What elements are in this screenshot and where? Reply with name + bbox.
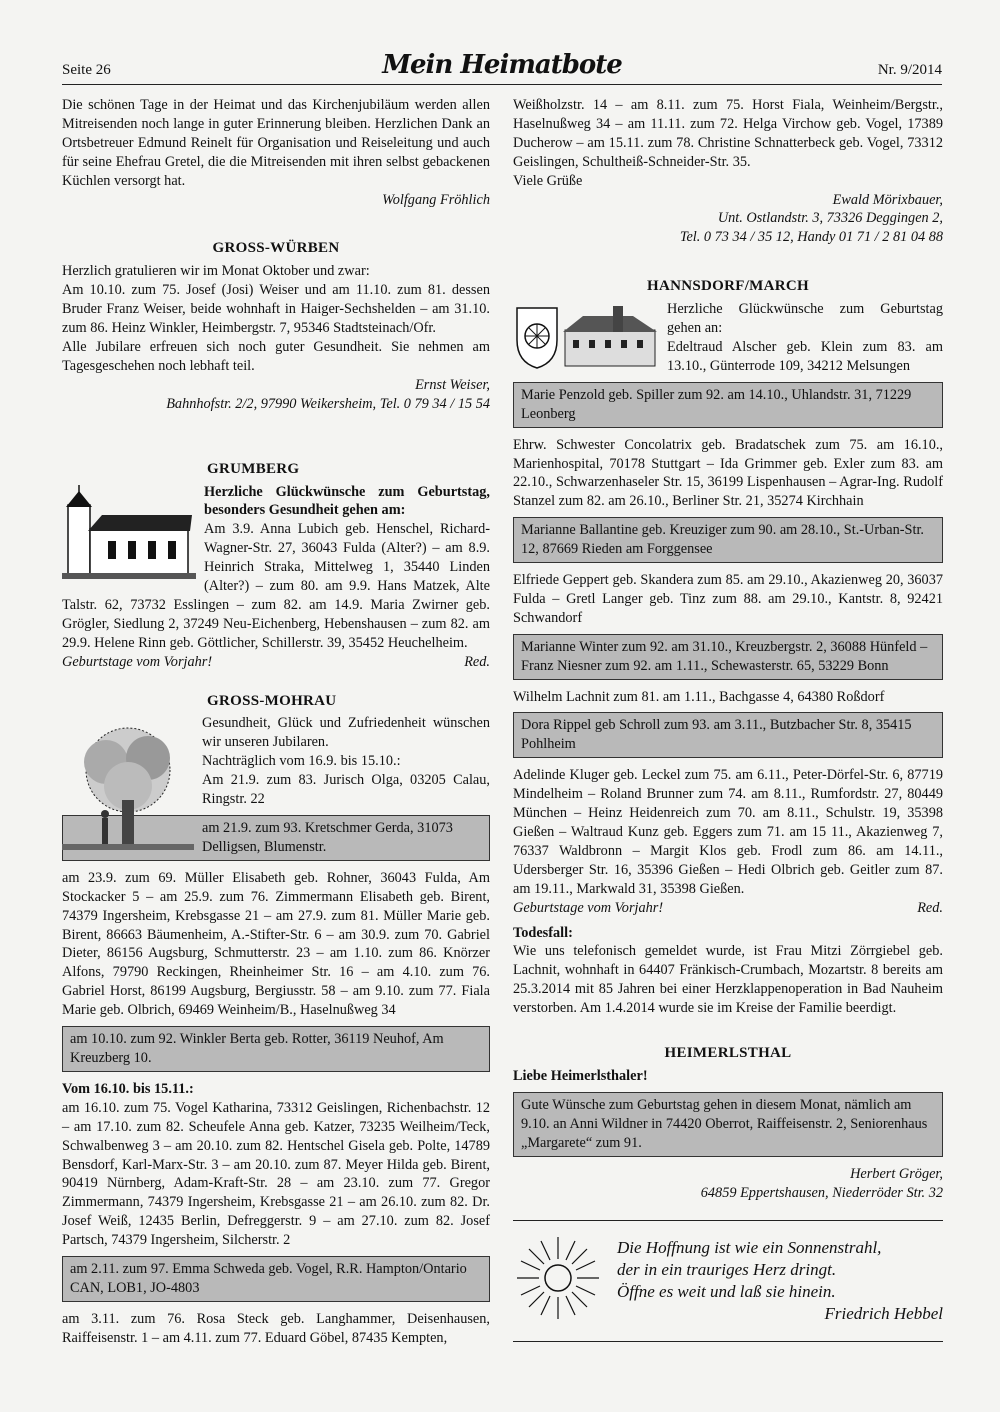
hm-highlight-box-1: Marie Penzold geb. Spiller zum 92. am 14.10., Uhlandstr. 31, 71229 Leonberg [513, 382, 943, 428]
continued-signature-phone: Tel. 0 73 34 / 35 12, Handy 01 71 / 2 81 04 88 [679, 229, 943, 246]
gm-text-1: Gesundheit, Glück und Zufriedenheit wünschen wir unseren Jubilaren. [202, 715, 490, 751]
hm-highlight-box-3: Marianne Winter zum 92. am 31.10., Kreuzbergstr. 2, 36088 Hünfeld – Franz Niesner zum 92. am 1.11., Schewasterstr. 65, 53229 Bonn [513, 634, 943, 680]
gr-footer [62, 653, 490, 672]
issue-number: Nr. 9/2014 [877, 62, 942, 78]
quote-author: Friedrich Hebbel [824, 1304, 943, 1324]
continued-greeting: Viele Grüße [513, 172, 583, 189]
gm-highlight-box-1: am 21.9. zum 93. Kretschmer Gerda, 31073 Delligsen, Blumenstr. [62, 815, 490, 861]
death-notice-title: Todesfall: [513, 924, 573, 941]
hm-footer [513, 899, 943, 918]
he-highlight-box: Gute Wünsche zum Geburtstag gehen in diesem Monat, nämlich am 9.10. an Anni Wildner in 74420 Oberrot, Raiffeisenstr. 2, Seniorenhaus „Margarete“ zum 91. [513, 1092, 943, 1157]
masthead-logo: Mein Heimatbote [382, 50, 622, 80]
hm-footer-red: Red. [917, 899, 943, 916]
continued-text: Weißholzstr. 14 – am 8.11. zum 75. Horst Fiala, Weinheim/Bergstr., Haselnußweg 34 – am 11.11. zum 72. Helga Virchow geb. Vogel, 17389 Ducherow – am 15.11. zum 78. Christine Schnatterbeck geb. Vogel, 73312 Geislingen, Schultheiß-Schneider-Str. 35. [513, 97, 943, 170]
quote-line-2: der in ein trauriges Herz dringt. [617, 1260, 837, 1280]
section-title-gross-wuerben: GROSS-WÜRBEN [212, 240, 340, 257]
hm-lead: Herzliche Glückwünsche zum Geburtstag gehen an: [667, 301, 943, 337]
hm-text-3: Elfriede Geppert geb. Skandera zum 85. am 29.10., Akazienweg 20, 36037 Fulda – Gretl Langer geb. Tinz zum 88. am 29.10., Kantstr. 8, 92421 Schwandorf [513, 572, 943, 626]
he-signature-address: 64859 Eppertshausen, Niederröder Str. 32 [700, 1184, 943, 1201]
gm-text-3: Am 21.9. zum 83. Jurisch Olga, 03205 Calau, Ringstr. 22 [202, 772, 490, 808]
gw-text-3: Alle Jubilare erfreuen sich noch guter Gesundheit. Sie nehmen am Tagesgeschehen noch lebhaft teil. [62, 338, 490, 374]
left-column [62, 96, 490, 1348]
gw-text-1: Herzlich gratulieren wir im Monat Oktober und zwar: [62, 263, 370, 280]
he-signature-name: Herbert Gröger, [850, 1165, 943, 1182]
hannsdorf-illustration [513, 302, 659, 378]
quote-text [617, 1237, 943, 1325]
gr-footer-red: Red. [464, 653, 490, 670]
gr-footer-note: Geburtstage vom Vorjahr! [62, 653, 213, 670]
gr-lead: Herzliche Glückwünsche zum Geburtstag, besonders Gesundheit gehen am: [204, 483, 490, 519]
gm-text-2: Nachträglich vom 16.9. bis 15.10.: [202, 753, 401, 770]
hm-text-1: Edeltraud Alscher geb. Klein zum 83. am 13.10., Günterrode 109, 34212 Melsungen [667, 338, 943, 374]
quote-top-rule [513, 1220, 943, 1221]
quote-line-1: Die Hoffnung ist wie ein Sonnenstrahl, [617, 1238, 882, 1258]
church-illustration [62, 485, 196, 587]
tree-illustration [62, 722, 194, 858]
gw-text-2: Am 10.10. zum 75. Josef (Josi) Weiser und am 11.10. zum 81. dessen Bruder Franz Weiser, beide wohnhaft in Haiger-Sechshelden – am 31.10. zum 86. Heinz Winkler, Heimbergstr. 7, 95346 Stadtsteinach/Ofr. [62, 282, 490, 337]
sun-icon [513, 1233, 603, 1329]
section-title-grumberg: GRUMBERG [207, 460, 300, 477]
death-notice-text: Wie uns telefonisch gemeldet wurde, ist Frau Mitzi Zörrgiebel geb. Lachnit, wohnhaft in 64407 Fränkisch-Crumbach, Mozartstr. 8 bereits am 25.3.2014 mit 85 Jahren bei einer Herzklappenoperation in Bad Nauheim verstorben. Am 1.4.2014 wurde sie im Kreise der Familie beerdigt. [513, 943, 943, 1017]
gm-text-5: am 16.10. zum 75. Vogel Katharina, 73312 Geislingen, Richenbachstr. 12 – am 17.10. zum 82. Scheufele Anna geb. Katzer, 73235 Weilheim/Teck, Schwalbenweg 3 – am 20.10. zum 82. Hentschel Gisela geb. Polte, 14789 Bensdorf, Karl-Marx-Str. 3 – am 20.10. zum 87. Meyer Hilda geb. Birent, 90419 Nürnberg, Adam-Kraft-Str. 28 – am 23.10. zum 77. Gregor Zimmermann, 74379 Ingersheim, Krebsgasse 21 – am 26.10. zum 82. Dr. Josef Weiß, 12435 Berlin, Defreggerstr. 9 – am 27.10. zum 82. Josef Partsch, 74379 Ingersheim, Silcherstr. 2 [62, 1099, 490, 1249]
hm-highlight-box-4: Dora Rippel geb Schroll zum 93. am 3.11., Butzbacher Str. 8, 35415 Pohlheim [513, 712, 943, 758]
hm-text-5: Adelinde Kluger geb. Leckel zum 75. am 6.11., Peter-Dörfel-Str. 6, 87719 Mindelheim – Roland Brunner zum 74. am 8.11., Rumfordstr. 27, 80449 München – Heinz Heidenreich zum 70. am 8.11., Schulstr. 19, 35398 Gießen – Waltraud Kunz geb. Eggers zum 71. am 15 11., Akazienweg 7, 76337 Waldbronn – Margit Klos geb. Frodl zum 86. am 14.11., Udersberger Str. 16, 35396 Gießen – Hedi Olbrich geb. Geitler zum 87. am 19.11., Markwald 31, 35398 Gießen. [513, 767, 943, 897]
quote-bottom-rule [513, 1341, 943, 1342]
gm-highlight-box-2: am 10.10. zum 92. Winkler Berta geb. Rotter, 36119 Neuhof, Am Kreuzberg 10. [62, 1026, 490, 1072]
he-lead: Liebe Heimerlsthaler! [513, 1067, 648, 1084]
gr-text: Am 3.9. Anna Lubich geb. Henschel, Richard-Wagner-Str. 27, 36043 Fulda (Alter?) – am 8.9. Heinrich Straka, Mittelweg 1, 35440 Linden (Alter?) – zum 80. am 9.9. Hans Matzek, Alte Talstr. 62, 73732 Esslingen – zum 82. am 14.9. Maria Zwirner geb. Grögler, Siedlung 2, 37249 Neu-Eichenberg, Hebenshausen – zum 82. am 29.9. Helene Rinn geb. Göttlicher, Schillerstr. 39, 35452 Heuchelheim. [62, 521, 490, 651]
page-header [62, 50, 942, 85]
gw-signature-address: Bahnhofstr. 2/2, 97990 Weikersheim, Tel. 0 79 34 / 15 54 [166, 395, 490, 412]
section-title-gross-mohrau: GROSS-MOHRAU [207, 692, 337, 709]
quote-line-3: Öffne es weit und laß sie hinein. [617, 1282, 836, 1302]
gw-signature-name: Ernst Weiser, [415, 376, 490, 393]
section-title-hannsdorf: HANNSDORF/MARCH [647, 278, 809, 295]
hm-text-4: Wilhelm Lachnit zum 81. am 1.11., Bachgasse 4, 64380 Roßdorf [513, 688, 885, 705]
continued-signature-name: Ewald Mörixbauer, [832, 191, 943, 208]
gm-text-4: am 23.9. zum 69. Müller Elisabeth geb. Rohner, 36043 Fulda, Am Stockacker 5 – am 25.9. zum 76. Zimmermann Elisabeth geb. Birent, 74379 Ingersheim, Krebsgasse 21 – am 27.9. zum 81. Müller Marie geb. Birent, 86663 Bäumenheim, A.-Stifter-Str. 6 – am 30.9. zum 70. Gabriel Dieter, 86156 Augsburg, Schmutterstr. 23 – am 1.10. zum 86. Knörzer Alfons, 79790 Reckingen, Rheinheimer Str. 16 – am 4.10. zum 76. Gabriel Horst, 86199 Augsburg, Bergiusstr. 58 – am 9.10. zum 77. Fiala Marie geb. Olbrich, 69469 Weinheim/B., Haselnußweg 34 [62, 869, 490, 1019]
right-column [513, 96, 943, 1354]
continued-signature-address: Unt. Ostlandstr. 3, 73326 Deggingen 2, [717, 210, 943, 227]
gm-text-6: am 3.11. zum 76. Rosa Steck geb. Langhammer, Deisenhausen, Raiffeisenstr. 1 – am 4.11. zum 77. Eduard Göbel, 87435 Kempten, [62, 1310, 490, 1346]
intro-signature: Wolfgang Fröhlich [382, 191, 490, 208]
hm-highlight-box-2: Marianne Ballantine geb. Kreuziger zum 90. am 28.10., St.-Urban-Str. 12, 87669 Rieden am Forggensee [513, 517, 943, 563]
gm-highlight-box-3: am 2.11. zum 97. Emma Schweda geb. Vogel, R.R. Hampton/Ontario CAN, LOB1, JO-4803 [62, 1256, 490, 1302]
hm-footer-note: Geburtstage vom Vorjahr! [513, 899, 664, 916]
gm-subheading: Vom 16.10. bis 15.11.: [62, 1080, 194, 1097]
section-title-heimerlsthal: HEIMERLSTHAL [664, 1045, 792, 1062]
intro-text: Die schönen Tage in der Heimat und das Kirchenjubiläum werden allen Mitreisenden noch lange in guter Erinnerung bleiben. Herzlichen Dank an Ortsbetreuer Edmund Reinelt für Organisation und Reiseleitung und auch für seine Ehefrau Gretel, die die Mitreisenden mit ihren selbst gebackenen Küchlen versorgt hat. [62, 97, 490, 189]
quote-block [513, 1233, 943, 1329]
page-number: Seite 26 [62, 62, 111, 78]
hm-text-2: Ehrw. Schwester Concolatrix geb. Bradatschek zum 75. am 16.10., Marienhospital, 70178 Stuttgart – Ida Grimmer geb. Exler zum 83. am 22.10., Schwarzenhaseler Str. 15, 36199 Lispenhausen – Agrar-Ing. Rudolf Stanzel zum 82. am 26.10., Berliner Str. 21, 35274 Kirchhain [513, 436, 943, 510]
